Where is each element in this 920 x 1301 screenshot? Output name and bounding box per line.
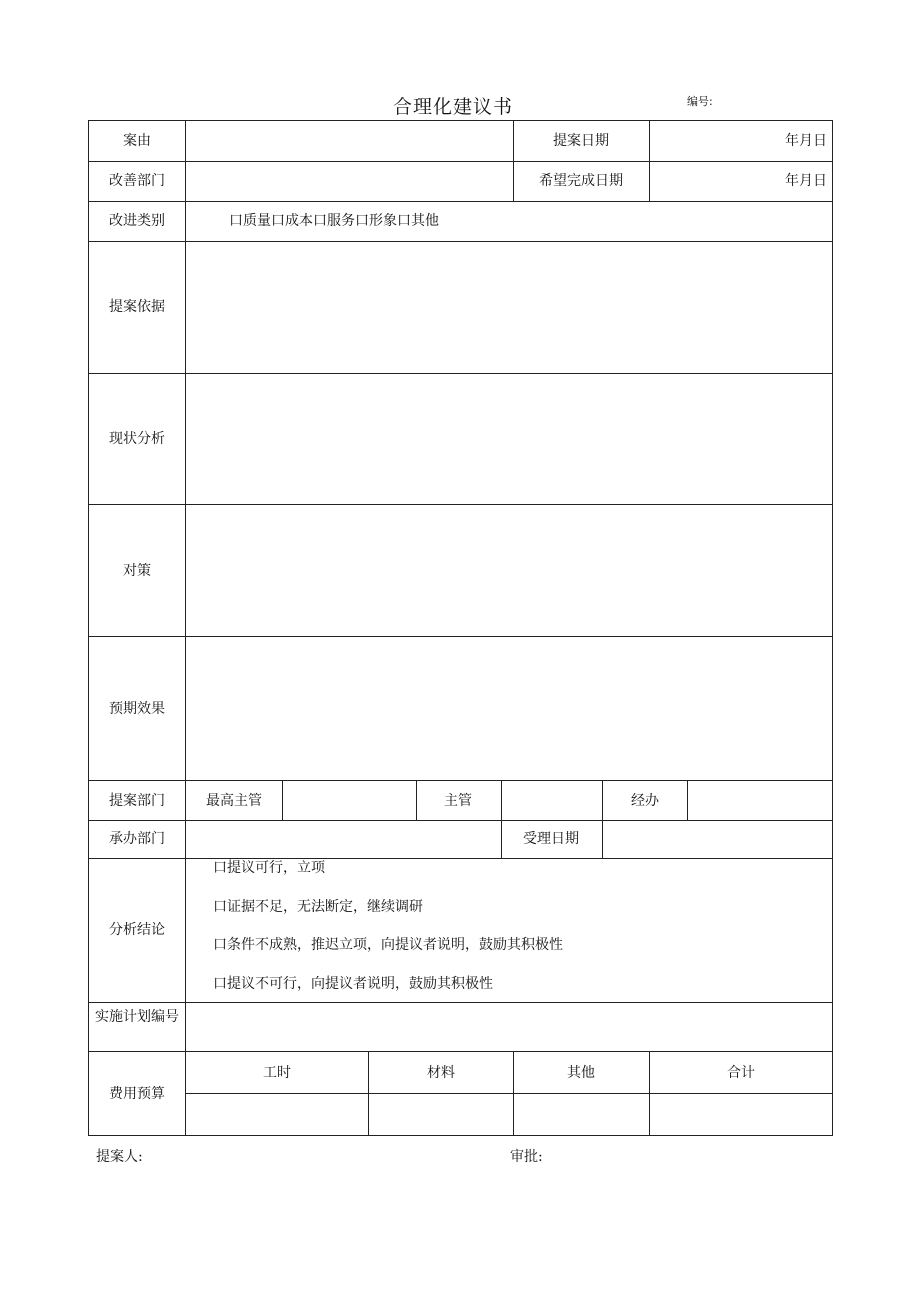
table-border-right xyxy=(832,120,833,1136)
proposal-basis-label: 提案依据 xyxy=(109,299,165,315)
row-divider xyxy=(88,858,833,859)
budget-header-labor-hours: 工时 xyxy=(263,1065,291,1081)
column-divider xyxy=(649,1051,650,1136)
expected-effect-label: 预期效果 xyxy=(109,701,165,717)
conclusion-option[interactable]: 口条件不成熟，推迟立项，向提议者说明，鼓励其积极性 xyxy=(213,937,563,953)
row-divider xyxy=(88,161,833,162)
label-column-divider xyxy=(185,120,186,1136)
proposal-dept-label: 提案部门 xyxy=(109,793,165,809)
improvement-category-label: 改进类别 xyxy=(109,213,165,229)
acceptance-date-label: 受理日期 xyxy=(523,831,579,847)
column-divider xyxy=(501,780,502,859)
column-divider xyxy=(513,120,514,202)
column-divider xyxy=(513,1051,514,1136)
budget-header-materials: 材料 xyxy=(427,1065,455,1081)
serial-number-label: 编号: xyxy=(687,95,713,108)
budget-header-other: 其他 xyxy=(567,1065,595,1081)
expected-completion-date-value: 年月日 xyxy=(785,173,827,189)
expected-completion-date-label: 希望完成日期 xyxy=(539,173,623,189)
table-border-top xyxy=(88,120,833,121)
proposal-date-label: 提案日期 xyxy=(553,133,609,149)
analysis-conclusion-label: 分析结论 xyxy=(109,922,165,938)
column-divider xyxy=(602,780,603,859)
cost-budget-label: 费用预算 xyxy=(109,1086,165,1102)
improvement-dept-label: 改善部门 xyxy=(109,173,165,189)
handler-label: 经办 xyxy=(631,793,659,809)
column-divider xyxy=(368,1051,369,1136)
top-manager-label: 最高主管 xyxy=(206,793,262,809)
proposal-form-table xyxy=(88,120,833,1136)
approval-label: 审批: xyxy=(510,1149,543,1165)
implementation-plan-number-label: 实施计划编号 xyxy=(95,1009,179,1025)
manager-label: 主管 xyxy=(444,793,472,809)
table-border-left xyxy=(88,120,89,1136)
table-border-bottom xyxy=(88,1135,833,1136)
column-divider xyxy=(416,780,417,821)
row-divider xyxy=(88,820,833,821)
row-divider xyxy=(88,373,833,374)
row-divider xyxy=(88,504,833,505)
column-divider xyxy=(687,780,688,821)
row-divider xyxy=(88,1051,833,1052)
row-divider xyxy=(88,780,833,781)
form-title: 合理化建议书 xyxy=(392,96,513,118)
column-divider xyxy=(282,780,283,821)
row-divider xyxy=(88,636,833,637)
row-divider xyxy=(88,1002,833,1003)
proposal-date-value: 年月日 xyxy=(785,133,827,149)
undertaking-dept-label: 承办部门 xyxy=(109,831,165,847)
conclusion-option[interactable]: 口提议不可行，向提议者说明，鼓励其积极性 xyxy=(213,976,493,992)
proposer-label: 提案人: xyxy=(96,1149,143,1165)
conclusion-option[interactable]: 口提议可行，立项 xyxy=(213,860,325,876)
countermeasures-label: 对策 xyxy=(123,563,151,579)
conclusion-option[interactable]: 口证据不足，无法断定，继续调研 xyxy=(213,899,423,915)
row-divider xyxy=(88,241,833,242)
column-divider xyxy=(649,120,650,202)
case-label: 案由 xyxy=(123,133,151,149)
status-analysis-label: 现状分析 xyxy=(109,431,165,447)
budget-header-total: 合计 xyxy=(727,1065,755,1081)
improvement-category-options[interactable]: 口质量口成本口服务口形象口其他 xyxy=(229,213,439,229)
budget-row-divider xyxy=(186,1093,833,1094)
row-divider xyxy=(88,201,833,202)
